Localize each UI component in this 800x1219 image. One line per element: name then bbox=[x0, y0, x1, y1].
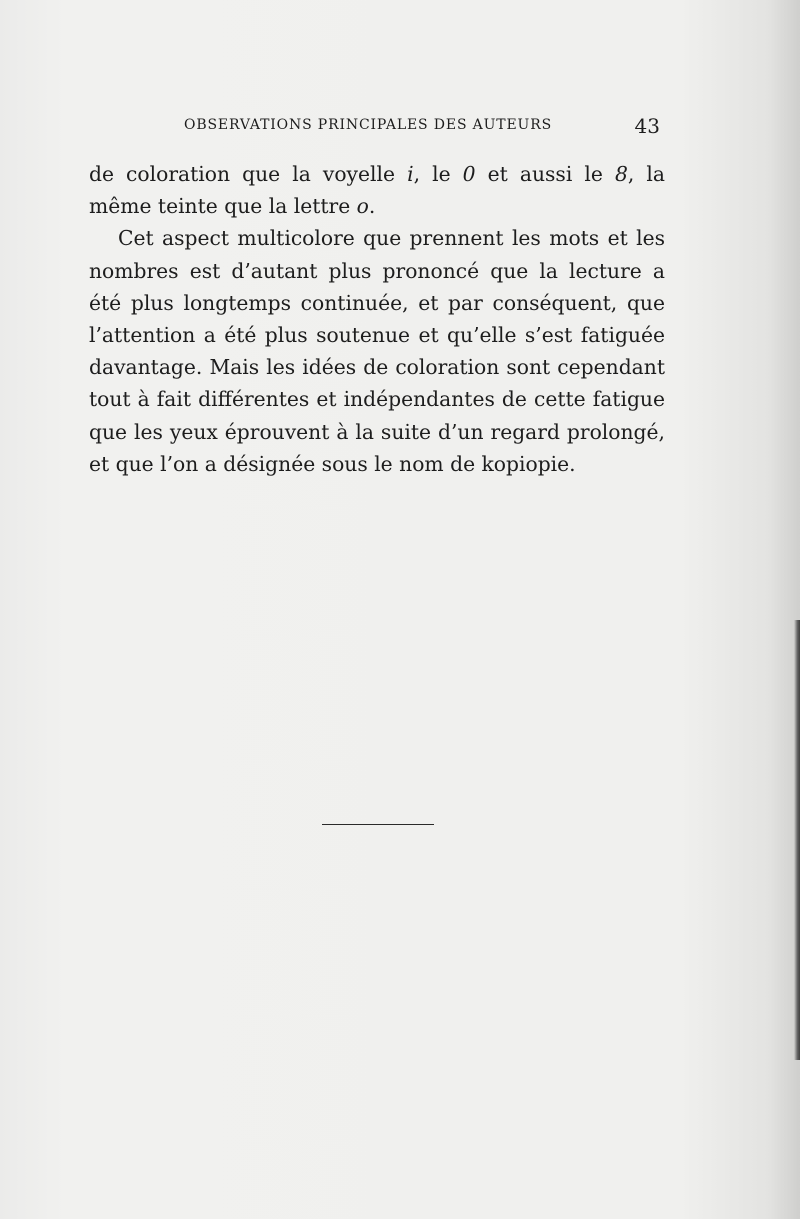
running-head bbox=[184, 115, 660, 139]
paragraph-1-text-3: et aussi le bbox=[475, 162, 615, 186]
paragraph-1-text-5: . bbox=[368, 194, 376, 219]
italic-digit-0: 0 bbox=[462, 162, 476, 186]
body-text bbox=[89, 158, 665, 480]
italic-letter-o: o bbox=[356, 194, 369, 219]
running-title: OBSERVATIONS PRINCIPALES DES AUTEURS bbox=[184, 117, 553, 133]
paragraph-1 bbox=[89, 158, 665, 222]
paragraph-2: Cet aspect multicolore que prennent les mots et les nombres est d’autant plus prononcé que la lecture a été plus longtemps continuée, et par conséquent, que l’attention a été plus soutenue et qu’elle s’est fatiguée davantage. Mais les idées de coloration sont cependant tout à fait différentes et indépendantes de cette fatigue que les yeux éprouvent à la suite d’un regard prolongé, et que l’on a désignée sous le nom de kopiopie. bbox=[89, 226, 665, 476]
page-edge-shadow bbox=[794, 620, 800, 1060]
paragraph-1-text-1: de coloration que la voyelle bbox=[89, 162, 408, 186]
section-end-rule bbox=[322, 824, 434, 825]
paragraph-1-text-2: , le bbox=[413, 162, 463, 186]
italic-letter-i: i bbox=[407, 162, 414, 186]
page-number: 43 bbox=[634, 114, 660, 138]
italic-digit-8: 8 bbox=[614, 162, 628, 186]
paragraph-1-text-4: , la même teinte que la lettre bbox=[89, 162, 665, 219]
